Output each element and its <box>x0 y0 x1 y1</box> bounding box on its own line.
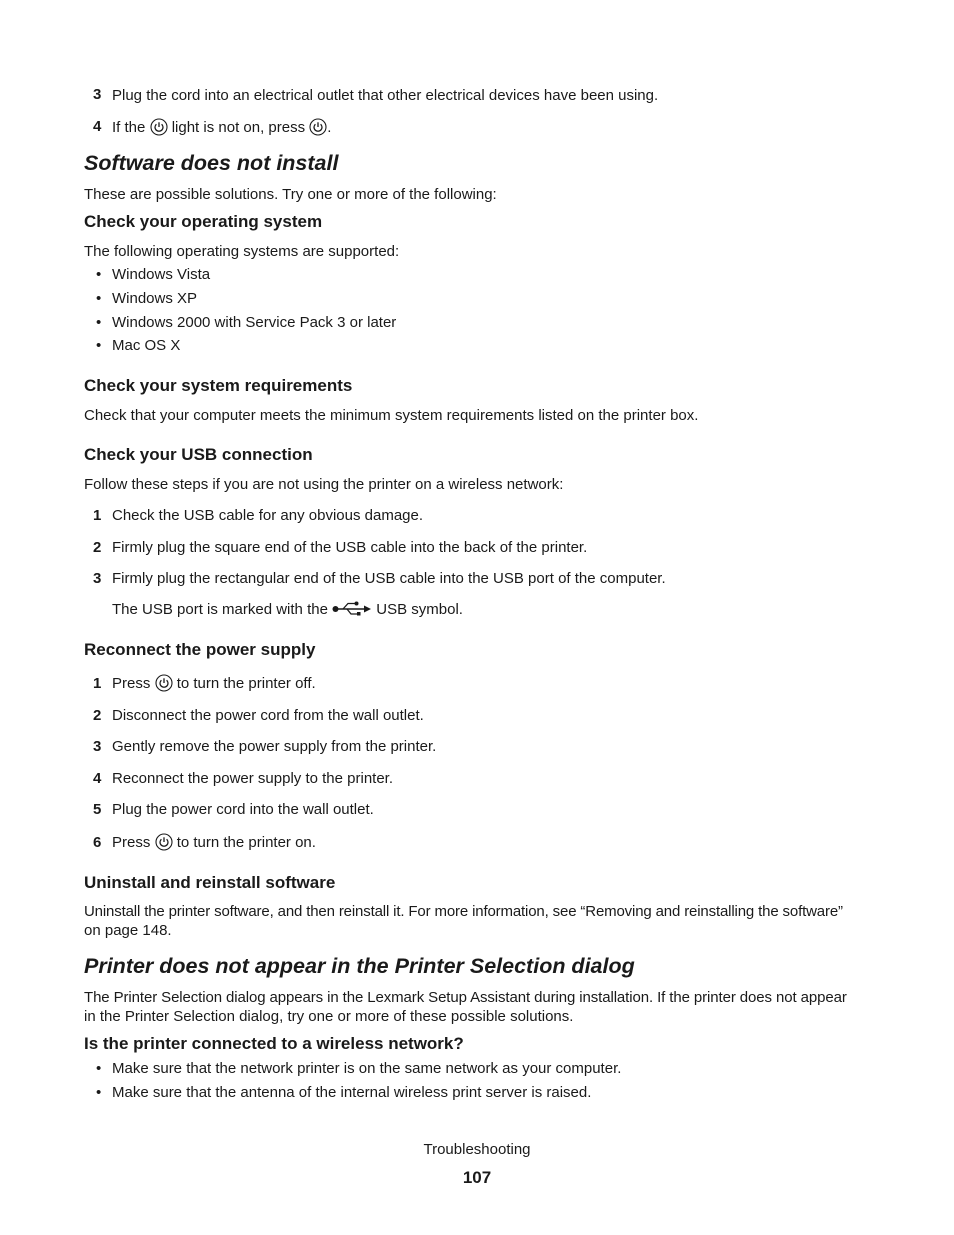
section-intro: These are possible solutions. Try one or more of the following: <box>84 186 497 203</box>
subsection-intro: The following operating systems are supported: <box>84 243 400 260</box>
bullet-icon: • <box>96 1084 102 1101</box>
step-text: If the light is not on, press . <box>112 119 332 136</box>
step-text: Plug the power cord into the wall outlet. <box>112 801 374 818</box>
step-number: 4 <box>93 118 102 135</box>
subsection-title: Check your operating system <box>84 212 323 231</box>
step-text: Reconnect the power supply to the printer. <box>112 770 394 787</box>
step-number: 6 <box>93 834 102 851</box>
usb-icon <box>332 601 372 617</box>
bullet-icon: • <box>96 337 102 354</box>
subsection-title: Uninstall and reinstall software <box>84 873 336 892</box>
step-number: 1 <box>93 507 102 524</box>
list-item: Windows 2000 with Service Pack 3 or later <box>112 314 397 331</box>
section-title: Software does not install <box>84 151 339 175</box>
subsection-title: Check your system requirements <box>84 376 353 395</box>
step-number: 3 <box>93 738 102 755</box>
bullet-icon: • <box>96 314 102 331</box>
list-item: Windows XP <box>112 290 198 307</box>
step-number: 2 <box>93 539 102 556</box>
section-title: Printer does not appear in the Printer Selection dialog <box>84 954 635 978</box>
power-icon <box>150 118 168 136</box>
list-item: Make sure that the network printer is on the same network as your computer. <box>112 1060 622 1077</box>
paragraph: The Printer Selection dialog appears in the Lexmark Setup Assistant during installation. If the printer does not appear <box>84 989 847 1006</box>
step-text: Firmly plug the square end of the USB cable into the back of the printer. <box>112 539 588 556</box>
step-number: 2 <box>93 707 102 724</box>
bullet-icon: • <box>96 266 102 283</box>
list-item: Mac OS X <box>112 337 181 354</box>
subsection-title: Check your USB connection <box>84 445 313 464</box>
step-number: 3 <box>93 86 102 103</box>
paragraph: in the Printer Selection dialog, try one or more of these possible solutions. <box>84 1008 574 1025</box>
step-text: Check the USB cable for any obvious damage. <box>112 507 424 524</box>
paragraph: on page 148. <box>84 922 172 939</box>
paragraph: Uninstall the printer software, and then reinstall it. For more information, see “Removing and reinstalling the software” <box>84 903 843 920</box>
step-text: Press to turn the printer on. <box>112 834 316 851</box>
page-number: 107 <box>462 1168 492 1187</box>
step-number: 5 <box>93 801 102 818</box>
step-text: Press to turn the printer off. <box>112 675 316 692</box>
bullet-icon: • <box>96 1060 102 1077</box>
step-text: Firmly plug the rectangular end of the USB cable into the USB port of the computer. <box>112 570 666 587</box>
subsection-title: Is the printer connected to a wireless network? <box>84 1034 464 1053</box>
paragraph: Check that your computer meets the minimum system requirements listed on the printer box. <box>84 407 699 424</box>
step-text: Plug the cord into an electrical outlet that other electrical devices have been using. <box>112 87 659 104</box>
power-icon <box>309 118 327 136</box>
subsection-title: Reconnect the power supply <box>84 640 316 659</box>
step-text: Gently remove the power supply from the printer. <box>112 738 437 755</box>
list-item: Windows Vista <box>112 266 211 283</box>
step-number: 4 <box>93 770 102 787</box>
list-item: Make sure that the antenna of the internal wireless print server is raised. <box>112 1084 592 1101</box>
footer-section-label: Troubleshooting <box>423 1141 531 1158</box>
power-icon <box>155 674 173 692</box>
usb-note: The USB port is marked with the USB symbol. <box>112 601 463 618</box>
step-number: 1 <box>93 675 102 692</box>
step-number: 3 <box>93 570 102 587</box>
step-text: Disconnect the power cord from the wall outlet. <box>112 707 424 724</box>
bullet-icon: • <box>96 290 102 307</box>
power-icon <box>155 833 173 851</box>
subsection-intro: Follow these steps if you are not using the printer on a wireless network: <box>84 476 564 493</box>
